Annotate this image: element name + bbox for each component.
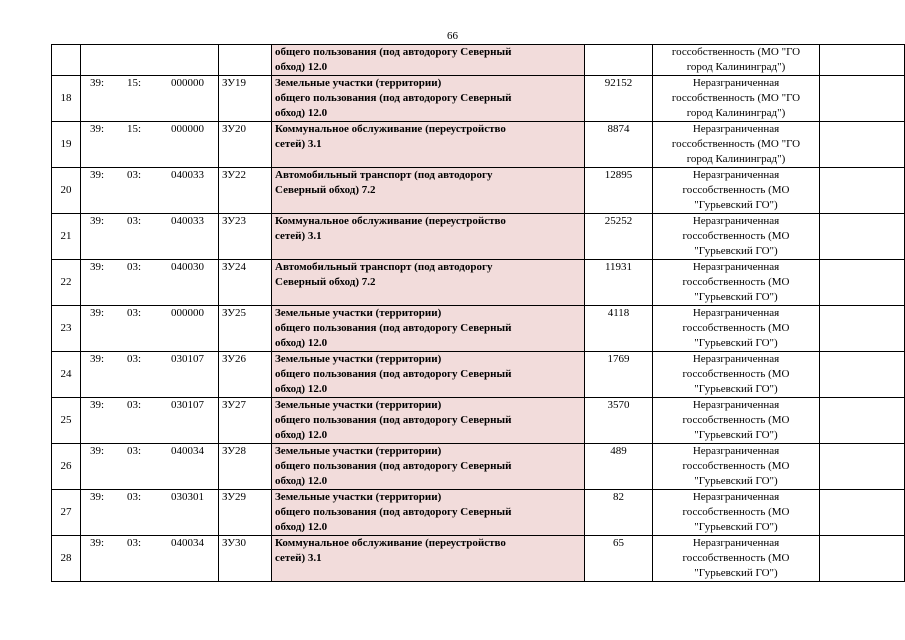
plot-designation: ЗУ22 [219,168,272,214]
permitted-use-line: обход) 12.0 [275,475,328,487]
cadastral-part: 040033 [171,169,204,181]
permitted-use-line: сетей) 3.1 [275,552,322,564]
plot-area: 12895 [585,168,653,214]
cadastral-part: 000000 [171,77,204,89]
permitted-use [272,214,585,260]
table-row [52,444,905,490]
row-number: 27 [52,490,81,536]
ownership-line: город Калининград") [686,61,786,73]
ownership-line: "Гурьевский ГО") [694,383,778,395]
permitted-use-line: общего пользования (под автодорогу Северный [275,368,512,380]
plot-designation: ЗУ25 [219,306,272,352]
plot-designation: ЗУ24 [219,260,272,306]
permitted-use-line: Коммунальное обслуживание (переустройство [275,123,506,135]
table-row [52,260,905,306]
plot-designation: ЗУ30 [219,536,272,582]
cadastral-quarter [81,168,219,214]
cadastral-part: 39: [90,537,105,549]
permitted-use [272,260,585,306]
plot-designation: ЗУ29 [219,490,272,536]
table-row [52,214,905,260]
ownership-line: Неразграниченная [692,353,780,365]
permitted-use-line: Коммунальное обслуживание (переустройство [275,215,506,227]
ownership-form [653,260,820,306]
cadastral-part: 15: [127,123,142,135]
table-row [52,76,905,122]
ownership-line: госсобственность (МО [682,552,790,564]
empty-cell [820,122,905,168]
permitted-use [272,398,585,444]
row-number: 23 [52,306,81,352]
ownership-line: госсобственность (МО [682,276,790,288]
row-number: 19 [52,122,81,168]
permitted-use-line: Северный обход) 7.2 [275,276,376,288]
cadastral-quarter [81,352,219,398]
ownership-line: Неразграниченная [692,215,780,227]
cadastral-quarter [81,45,219,76]
plot-area: 4118 [585,306,653,352]
permitted-use-line: общего пользования (под автодорогу Северный [275,92,512,104]
cadastral-part: 040030 [171,261,204,273]
cadastral-part: 03: [127,537,142,549]
permitted-use-line: Земельные участки (территории) [275,353,442,365]
ownership-form [653,490,820,536]
permitted-use-line: обход) 12.0 [275,521,328,533]
plot-area: 8874 [585,122,653,168]
permitted-use-line: обход) 12.0 [275,429,328,441]
permitted-use [272,352,585,398]
ownership-form [653,444,820,490]
ownership-line: госсобственность (МО "ГО [671,92,801,104]
plot-area: 82 [585,490,653,536]
permitted-use-line: общего пользования (под автодорогу Северный [275,414,512,426]
empty-cell [820,444,905,490]
cadastral-part: 040034 [171,445,204,457]
cadastral-part: 39: [90,123,105,135]
cadastral-part: 03: [127,491,142,503]
table-row [52,352,905,398]
permitted-use-line: Земельные участки (территории) [275,77,442,89]
cadastral-quarter [81,306,219,352]
plot-designation: ЗУ27 [219,398,272,444]
ownership-line: "Гурьевский ГО") [694,429,778,441]
permitted-use-line: Коммунальное обслуживание (переустройство [275,537,506,549]
table-row [52,122,905,168]
cadastral-part: 03: [127,215,142,227]
ownership-line: Неразграниченная [692,399,780,411]
cadastral-quarter [81,260,219,306]
table-row [52,398,905,444]
ownership-line: госсобственность (МО [682,368,790,380]
ownership-line: госсобственность (МО [682,506,790,518]
ownership-line: город Калининград") [686,153,786,165]
plot-area: 3570 [585,398,653,444]
permitted-use [272,444,585,490]
cadastral-part: 03: [127,169,142,181]
table-body [52,45,905,582]
permitted-use-line: Земельные участки (территории) [275,491,442,503]
row-number: 21 [52,214,81,260]
cadastral-part: 39: [90,399,105,411]
permitted-use [272,76,585,122]
ownership-line: госсобственность (МО [682,414,790,426]
plot-designation [219,45,272,76]
ownership-line: госсобственность (МО [682,184,790,196]
empty-cell [820,260,905,306]
empty-cell [820,536,905,582]
ownership-line: "Гурьевский ГО") [694,337,778,349]
row-number: 20 [52,168,81,214]
ownership-line: Неразграниченная [692,77,780,89]
permitted-use-line: Северный обход) 7.2 [275,184,376,196]
ownership-form [653,398,820,444]
row-number: 28 [52,536,81,582]
permitted-use [272,45,585,76]
ownership-line: город Калининград") [686,107,786,119]
cadastral-quarter [81,444,219,490]
ownership-line: Неразграниченная [692,537,780,549]
cadastral-part: 39: [90,445,105,457]
cadastral-part: 030107 [171,399,204,411]
cadastral-part: 15: [127,77,142,89]
cadastral-quarter [81,214,219,260]
plot-designation: ЗУ28 [219,444,272,490]
empty-cell [820,214,905,260]
ownership-form [653,306,820,352]
empty-cell [820,168,905,214]
cadastral-part: 39: [90,77,105,89]
cadastral-part: 03: [127,353,142,365]
ownership-line: Неразграниченная [692,123,780,135]
cadastral-quarter [81,398,219,444]
ownership-line: госсобственность (МО "ГО [671,46,801,58]
cadastral-part: 03: [127,445,142,457]
empty-cell [820,306,905,352]
permitted-use-line: Автомобильный транспорт (под автодорогу [275,169,493,181]
page-number: 66 [447,30,458,42]
permitted-use-line: обход) 12.0 [275,383,328,395]
permitted-use-line: Земельные участки (территории) [275,399,442,411]
cadastral-part: 39: [90,215,105,227]
cadastral-part: 03: [127,399,142,411]
ownership-line: "Гурьевский ГО") [694,291,778,303]
permitted-use-line: обход) 12.0 [275,61,328,73]
plot-designation: ЗУ23 [219,214,272,260]
row-number [52,45,81,76]
cadastral-part: 000000 [171,307,204,319]
ownership-line: Неразграниченная [692,445,780,457]
cadastral-part: 03: [127,307,142,319]
permitted-use-line: Автомобильный транспорт (под автодорогу [275,261,493,273]
row-number: 26 [52,444,81,490]
permitted-use-line: общего пользования (под автодорогу Северный [275,506,512,518]
cadastral-quarter [81,76,219,122]
ownership-line: "Гурьевский ГО") [694,475,778,487]
ownership-line: "Гурьевский ГО") [694,245,778,257]
ownership-form [653,76,820,122]
plot-area [585,45,653,76]
permitted-use-line: сетей) 3.1 [275,230,322,242]
ownership-line: Неразграниченная [692,491,780,503]
ownership-line: Неразграниченная [692,169,780,181]
cadastral-part: 39: [90,261,105,273]
table-row [52,45,905,76]
cadastral-part: 03: [127,261,142,273]
cadastral-part: 39: [90,307,105,319]
ownership-form [653,122,820,168]
land-plots-table [51,44,905,582]
permitted-use-line: Земельные участки (территории) [275,307,442,319]
cadastral-part: 000000 [171,123,204,135]
cadastral-quarter [81,490,219,536]
permitted-use-line: Земельные участки (территории) [275,445,442,457]
ownership-line: Неразграниченная [692,261,780,273]
table-row [52,168,905,214]
permitted-use [272,490,585,536]
table-row [52,490,905,536]
empty-cell [820,490,905,536]
plot-area: 489 [585,444,653,490]
permitted-use [272,306,585,352]
cadastral-quarter [81,122,219,168]
ownership-line: госсобственность (МО [682,460,790,472]
empty-cell [820,76,905,122]
permitted-use-line: обход) 12.0 [275,337,328,349]
plot-area: 65 [585,536,653,582]
plot-area: 92152 [585,76,653,122]
cadastral-part: 39: [90,169,105,181]
ownership-line: госсобственность (МО "ГО [671,138,801,150]
table-row [52,536,905,582]
row-number: 18 [52,76,81,122]
permitted-use [272,168,585,214]
ownership-line: "Гурьевский ГО") [694,199,778,211]
permitted-use-line: сетей) 3.1 [275,138,322,150]
plot-designation: ЗУ20 [219,122,272,168]
row-number: 24 [52,352,81,398]
permitted-use-line: общего пользования (под автодорогу Северный [275,46,512,58]
permitted-use [272,122,585,168]
empty-cell [820,398,905,444]
ownership-form [653,168,820,214]
plot-designation: ЗУ19 [219,76,272,122]
ownership-line: Неразграниченная [692,307,780,319]
ownership-line: "Гурьевский ГО") [694,521,778,533]
cadastral-part: 39: [90,353,105,365]
cadastral-quarter [81,536,219,582]
ownership-line: госсобственность (МО [682,230,790,242]
table-row [52,306,905,352]
row-number: 22 [52,260,81,306]
cadastral-part: 030107 [171,353,204,365]
ownership-form [653,536,820,582]
empty-cell [820,352,905,398]
empty-cell [820,45,905,76]
ownership-form [653,45,820,76]
row-number: 25 [52,398,81,444]
ownership-line: "Гурьевский ГО") [694,567,778,579]
ownership-form [653,214,820,260]
plot-area: 25252 [585,214,653,260]
permitted-use-line: общего пользования (под автодорогу Северный [275,322,512,334]
cadastral-part: 040034 [171,537,204,549]
permitted-use-line: обход) 12.0 [275,107,328,119]
permitted-use-line: общего пользования (под автодорогу Северный [275,460,512,472]
plot-area: 1769 [585,352,653,398]
ownership-line: госсобственность (МО [682,322,790,334]
cadastral-part: 39: [90,491,105,503]
plot-designation: ЗУ26 [219,352,272,398]
cadastral-part: 040033 [171,215,204,227]
permitted-use [272,536,585,582]
plot-area: 11931 [585,260,653,306]
ownership-form [653,352,820,398]
cadastral-part: 030301 [171,491,204,503]
